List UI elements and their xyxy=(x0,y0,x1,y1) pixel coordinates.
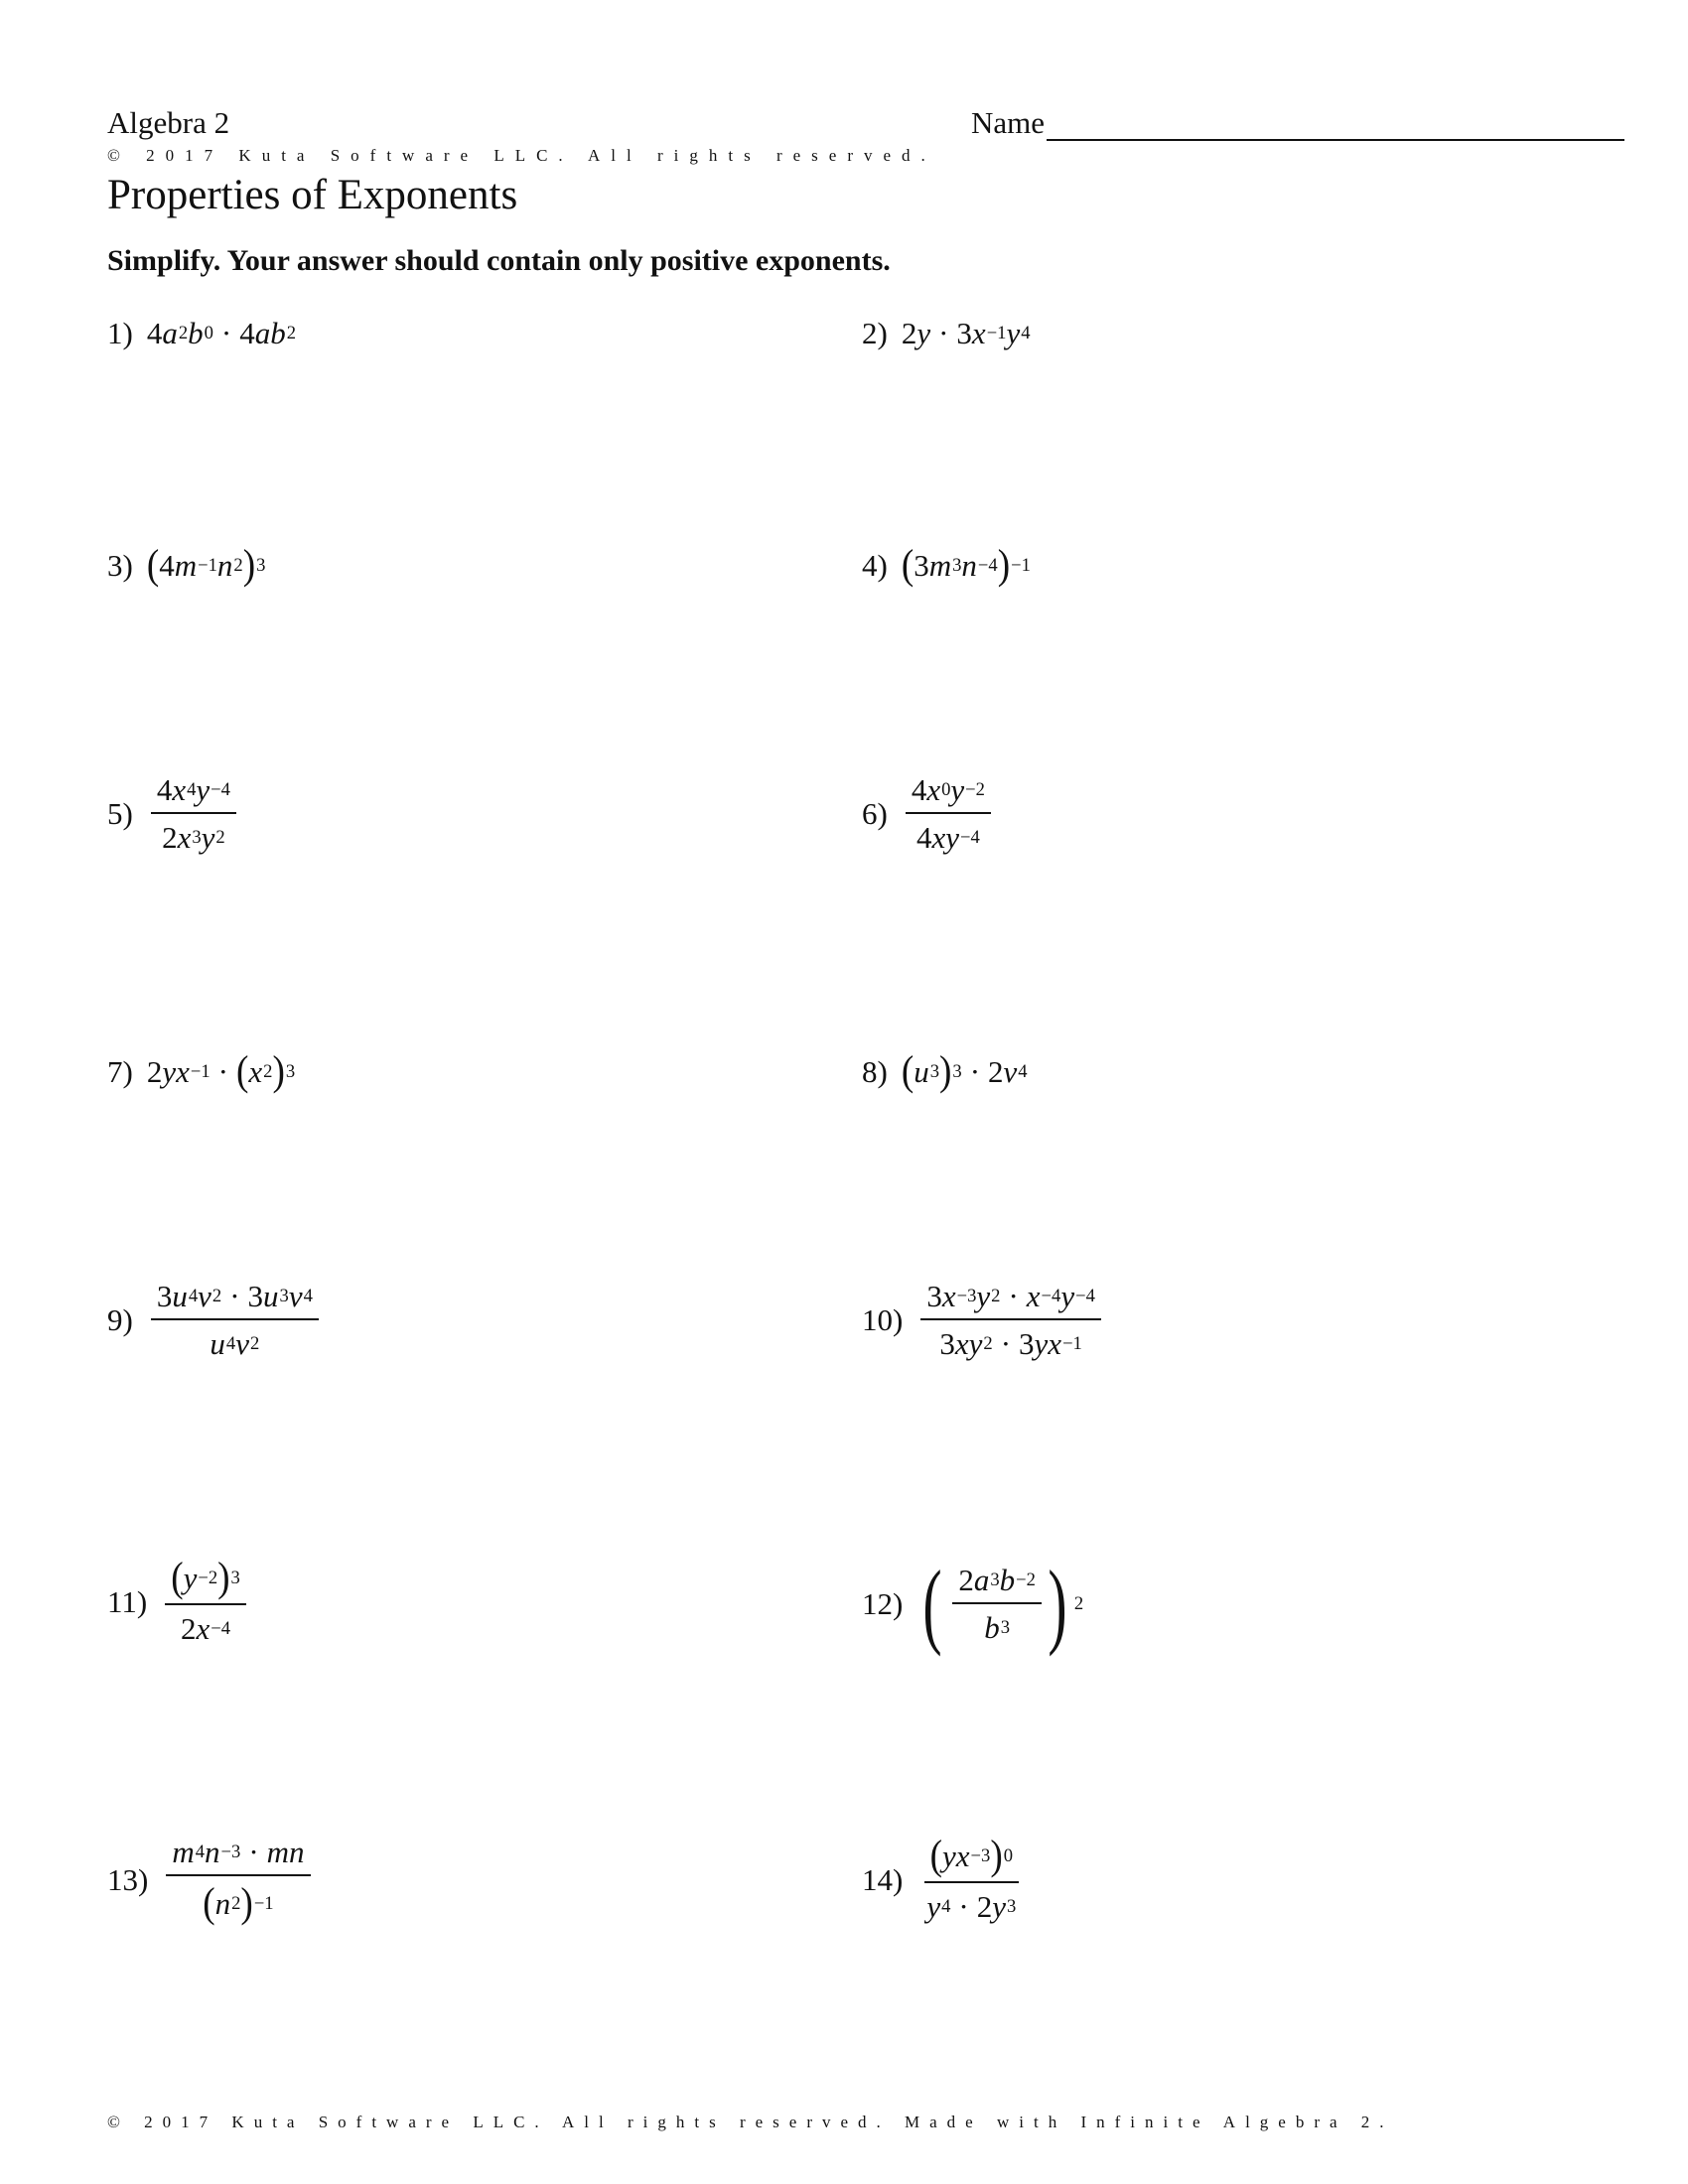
problem-4 xyxy=(862,541,1031,590)
problem-number: 7) xyxy=(107,1053,133,1089)
problem-3 xyxy=(107,541,266,590)
problem-number: 11) xyxy=(107,1583,148,1619)
problem-number: 12) xyxy=(862,1586,904,1622)
problem-expression: 2 y · 3 x −1 y 4 xyxy=(901,316,1031,350)
footer-copyright: © 2017 Kuta Software LLC. All rights reserved. Made with Infinite Algebra 2. xyxy=(107,2113,1394,2131)
problem-1 xyxy=(107,316,296,351)
problem-number: 5) xyxy=(107,796,133,831)
problem-expression: 4 x 4 y −4 2 x 3 y 2 xyxy=(147,772,236,856)
problem-number: 6) xyxy=(862,796,888,831)
problem-expression: 4 a 2 b 0 · 4 ab 2 xyxy=(146,316,297,350)
worksheet-title: Properties of Exponents xyxy=(107,172,518,218)
problem-10 xyxy=(862,1279,1101,1362)
problem-number: 9) xyxy=(107,1302,133,1337)
problem-expression: 3 u 4 v 2 · 3 u 3 v 4 u 4 v 2 xyxy=(147,1279,319,1362)
problem-number: 3) xyxy=(107,547,133,583)
problem-number: 14) xyxy=(862,1861,904,1897)
problem-expression: ( u 3 ) 3 · 2 v 4 xyxy=(901,1047,1028,1096)
problem-5 xyxy=(107,772,236,856)
instructions: Simplify. Your answer should contain only positive exponents. xyxy=(107,244,891,277)
problem-expression: m 4 n −3 · mn ( n 2 ) −1 xyxy=(162,1835,310,1925)
problem-expression: ( 3 m 3 n −4 ) −1 xyxy=(901,541,1031,590)
problem-expression: ( y −2 ) 3 2 x −4 xyxy=(161,1557,246,1647)
problem-number: 10) xyxy=(862,1302,904,1337)
name-label: Name xyxy=(971,105,1046,140)
problem-number: 1) xyxy=(107,316,133,350)
problem-number: 8) xyxy=(862,1053,888,1089)
problem-8 xyxy=(862,1047,1028,1096)
problem-2 xyxy=(862,316,1031,351)
name-field xyxy=(971,105,1624,141)
course-label: Algebra 2 xyxy=(107,105,230,140)
problem-expression: ( 2 a 3 b −2 b 3 ) 2 xyxy=(922,1551,1084,1657)
problem-number: 2) xyxy=(862,316,888,350)
problem-expression: 2 yx −1 · ( x 2 ) 3 xyxy=(146,1047,296,1096)
problem-14 xyxy=(862,1832,1022,1925)
problem-9 xyxy=(107,1279,319,1362)
problem-6 xyxy=(862,772,991,856)
problem-expression: ( yx −3 ) 0 y 4 · 2 y 3 xyxy=(916,1835,1022,1925)
problem-13 xyxy=(107,1835,311,1928)
problem-7 xyxy=(107,1047,296,1096)
copyright-header: © 2017 Kuta Software LLC. All rights reserved. xyxy=(107,146,936,165)
problem-expression: 3 x −3 y 2 · x −4 y −4 3 xy 2 · 3 yx −1 xyxy=(916,1279,1101,1362)
problem-expression: 4 x 0 y −2 4 xy −4 xyxy=(902,772,991,856)
name-blank-line xyxy=(1047,109,1624,141)
problem-number: 13) xyxy=(107,1861,149,1897)
problem-number: 4) xyxy=(862,547,888,583)
problem-expression: ( 4 m −1 n 2 ) 3 xyxy=(146,541,266,590)
problem-12 xyxy=(862,1551,1084,1657)
problem-11 xyxy=(107,1554,246,1647)
